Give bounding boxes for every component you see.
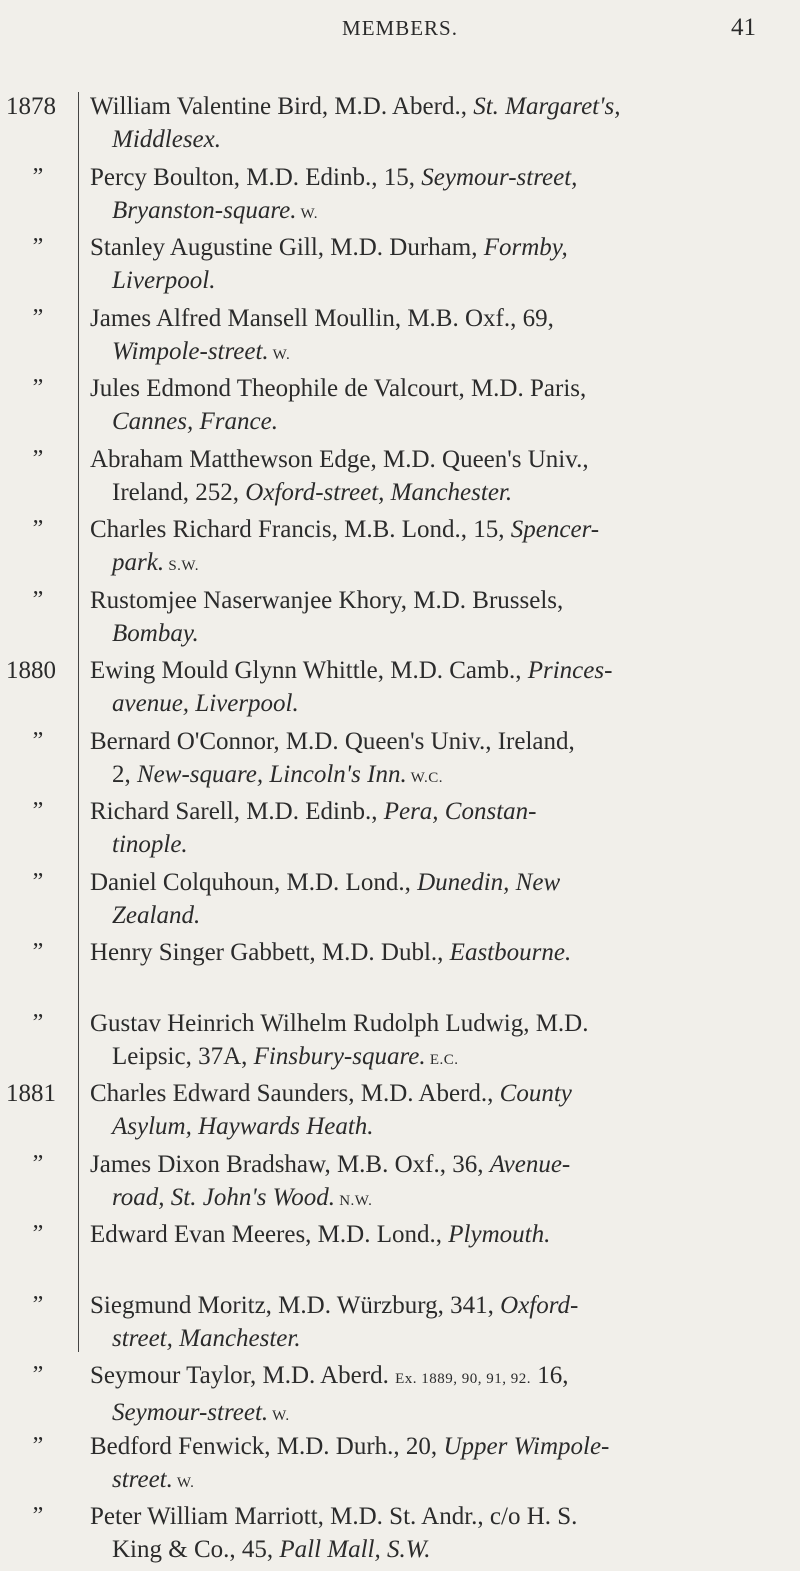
entry-first-line [90,372,780,405]
entry-text [90,584,780,650]
italic-address: Seymour-street, [421,163,578,191]
entry-first-line [90,1289,780,1322]
entry-segment: Rustomjee Naserwanjee Khory, M.D. Brussels, [90,586,564,614]
entry-year: ” [32,375,44,401]
member-entry [0,1218,800,1289]
entry-year: ” [32,1291,44,1318]
entry-continuation-line [90,758,780,795]
entry-first-line [90,936,780,969]
entry-text [90,161,780,231]
italic-address: road, St. John's Wood. [112,1183,335,1211]
italic-address: Middlesex. [112,126,221,153]
entry-segment: Seymour Taylor, M.D. Aberd. [90,1362,396,1389]
entry-text [90,302,780,372]
entry-continuation-line [90,335,780,372]
entry-text [90,725,780,795]
member-entry [0,1430,800,1501]
entry-year: ” [32,304,44,331]
italic-address: Upper Wimpole- [443,1432,610,1460]
member-entry [0,936,800,1007]
entry-continuation-line [90,617,780,650]
member-list [0,90,800,1571]
italic-address: Cannes, France. [112,408,278,435]
member-entry [0,725,800,796]
entry-year: ” [32,586,44,613]
entry-first-line [90,1148,780,1181]
entry-continuation-line [90,899,780,932]
italic-address: New-square, Lincoln's Inn. [137,760,407,788]
italic-address: St. Margaret's, [473,93,621,120]
entry-continuation-line [90,194,780,231]
entry-first-line [90,866,780,899]
member-entry [0,90,800,161]
page-header [0,12,800,48]
entry-continuation-line [90,1181,780,1218]
entry-year: ” [32,798,44,824]
entry-continuation-line [90,1322,780,1355]
entry-segment: Edward Evan Meeres, M.D. Lond., [90,1221,449,1248]
member-entry [0,654,800,725]
italic-address: Finsbury-square. [253,1042,426,1070]
page-number: 41 [731,14,756,41]
entry-segment: Daniel Colquhoun, M.D. Lond., [90,868,418,896]
entry-year: ” [32,234,44,260]
entry-year: ” [32,939,44,965]
entry-segment: 2, [112,760,137,788]
entry-segment: James Alfred Mansell Moullin, M.B. Oxf., 69, [90,304,554,332]
entry-segment: Abraham Matthewson Edge, M.D. Queen's Univ., [90,445,589,473]
member-entry [0,795,800,866]
entry-continuation-line [90,405,780,438]
entry-segment: Leipsic, 37A, [112,1042,254,1070]
entry-text [90,1218,780,1251]
postal-district: W. [268,346,291,363]
entry-first-line [90,1077,780,1110]
entry-text [90,513,780,583]
entry-segment: King & Co., 45, [112,1536,280,1563]
running-head: MEMBERS. [342,16,458,40]
entry-continuation-line [90,264,780,297]
entry-text [90,1007,780,1077]
entry-text [90,1430,780,1500]
entry-text [90,443,780,509]
entry-year: ” [32,727,44,754]
entry-segment: Charles Richard Francis, M.B. Lond., 15, [90,516,511,543]
entry-first-line [90,654,780,687]
entry-year: ” [32,445,44,472]
italic-address: avenue, Liverpool. [112,690,299,717]
entry-segment: Ireland, 252, [112,478,246,506]
italic-address: Pall Mall, S.W. [279,1536,431,1563]
entry-continuation-line [90,1463,780,1500]
member-entry [0,1500,800,1571]
entry-first-line [90,443,780,476]
entry-segment: Bedford Fenwick, M.D. Durh., 20, [90,1432,444,1460]
entry-segment: Siegmund Moritz, M.D. Würzburg, 341, [90,1291,501,1319]
italic-address: street. [112,1465,173,1493]
entry-year: ” [32,1009,44,1036]
entry-segment: Bernard O'Connor, M.D. Queen's Univ., Ireland, [90,727,575,755]
entry-text [90,1148,780,1218]
entry-segment: Peter William Marriott, M.D. St. Andr., c/o H. S. [90,1503,578,1530]
entry-text [90,372,780,438]
member-entry [0,231,800,302]
entry-year: 1878 [6,93,56,120]
italic-address: Liverpool. [112,267,216,294]
entry-text [90,866,780,932]
entry-first-line [90,584,780,617]
entry-continuation-line [90,1110,780,1143]
entry-year: 1880 [6,657,56,684]
member-entry [0,443,800,514]
entry-segment: Jules Edmond Theophile de Valcourt, M.D. Paris, [90,375,587,402]
entry-text [90,1077,780,1143]
entry-continuation-line [90,687,780,720]
postal-district: Ex. 1889, 90, 91, 92. [395,1371,532,1387]
italic-address: Pera, Constan- [383,798,537,825]
entry-year: ” [32,1221,44,1247]
entry-continuation-line [90,476,780,509]
entry-continuation-line [90,1396,780,1433]
entry-first-line [90,725,780,758]
member-entry [0,372,800,443]
entry-first-line [90,231,780,264]
italic-address: Formby, [483,234,568,261]
entry-first-line [90,1500,780,1533]
member-entry [0,1359,800,1430]
entry-text [90,1359,780,1433]
postal-district: E.C. [425,1051,459,1068]
entry-text [90,1500,780,1566]
italic-address: County [499,1080,572,1107]
italic-address: Oxford- [500,1291,579,1319]
postal-district: W. [296,205,318,222]
italic-address: Avenue- [489,1150,571,1178]
italic-address: Zealand. [112,901,201,929]
entry-year: ” [32,868,44,895]
postal-district: S.W. [164,558,199,574]
italic-address: Princes- [527,657,613,684]
entry-segment: James Dixon Bradshaw, M.B. Oxf., 36, [90,1150,490,1178]
entry-text [90,231,780,297]
member-entry [0,1289,800,1360]
italic-address: Dunedin, New [417,868,561,896]
entry-first-line [90,513,780,546]
entry-segment: Henry Singer Gabbett, M.D. Dubl., [90,939,450,966]
member-entry [0,513,800,584]
entry-year: ” [32,163,44,190]
entry-first-line [90,1007,780,1040]
entry-first-line [90,90,780,123]
entry-continuation-line [90,828,780,861]
member-entry [0,866,800,937]
italic-address: Wimpole-street. [112,337,269,365]
italic-address: Bombay. [112,619,199,647]
entry-first-line [90,1359,780,1396]
italic-address: park. [112,549,165,576]
italic-address: Spencer- [510,516,600,543]
member-entry [0,302,800,373]
member-entry [0,1077,800,1148]
entry-first-line [90,1218,780,1251]
entry-text [90,795,780,861]
member-entry [0,1007,800,1078]
entry-year: ” [32,1503,44,1529]
italic-address: Eastbourne. [449,939,572,966]
postal-district: N.W. [334,1192,373,1209]
entry-first-line [90,1430,780,1463]
entry-continuation-line [90,123,780,156]
entry-text [90,654,780,720]
entry-text [90,936,780,969]
member-entry [0,161,800,232]
italic-address: Asylum, Haywards Heath. [112,1113,374,1140]
italic-address: Seymour-street. [112,1399,269,1426]
entry-segment: Richard Sarell, M.D. Edinb., [90,798,384,825]
entry-year: ” [32,1432,44,1459]
entry-segment: Ewing Mould Glynn Whittle, M.D. Camb., [90,657,528,684]
postal-district: W. [172,1474,195,1491]
entry-segment: Charles Edward Saunders, M.D. Aberd., [90,1080,500,1107]
entry-segment: Stanley Augustine Gill, M.D. Durham, [90,234,484,261]
entry-first-line [90,302,780,335]
entry-year: ” [32,1150,44,1177]
italic-address: Oxford-street, Manchester. [245,478,513,506]
entry-segment: Gustav Heinrich Wilhelm Rudolph Ludwig, M.D. [90,1009,589,1037]
italic-address: Plymouth. [448,1221,551,1248]
entry-segment: William Valentine Bird, M.D. Aberd., [90,93,474,120]
entry-first-line [90,795,780,828]
entry-segment: 16, [531,1362,569,1389]
postal-district: W.C. [406,769,443,786]
entry-year: ” [32,516,44,542]
member-entry [0,584,800,655]
italic-address: tinople. [112,831,188,858]
italic-address: Bryanston-square. [112,196,297,224]
italic-address: street, Manchester. [112,1324,301,1352]
entry-continuation-line [90,546,780,583]
entry-text [90,90,780,156]
entry-first-line [90,161,780,194]
entry-segment: Percy Boulton, M.D. Edinb., 15, [90,163,422,191]
entry-continuation-line [90,1040,780,1077]
entry-continuation-line [90,1533,780,1566]
entry-year: 1881 [6,1080,56,1107]
postal-district: W. [268,1408,290,1424]
entry-year: ” [32,1362,44,1388]
member-entry [0,1148,800,1219]
entry-text [90,1289,780,1355]
